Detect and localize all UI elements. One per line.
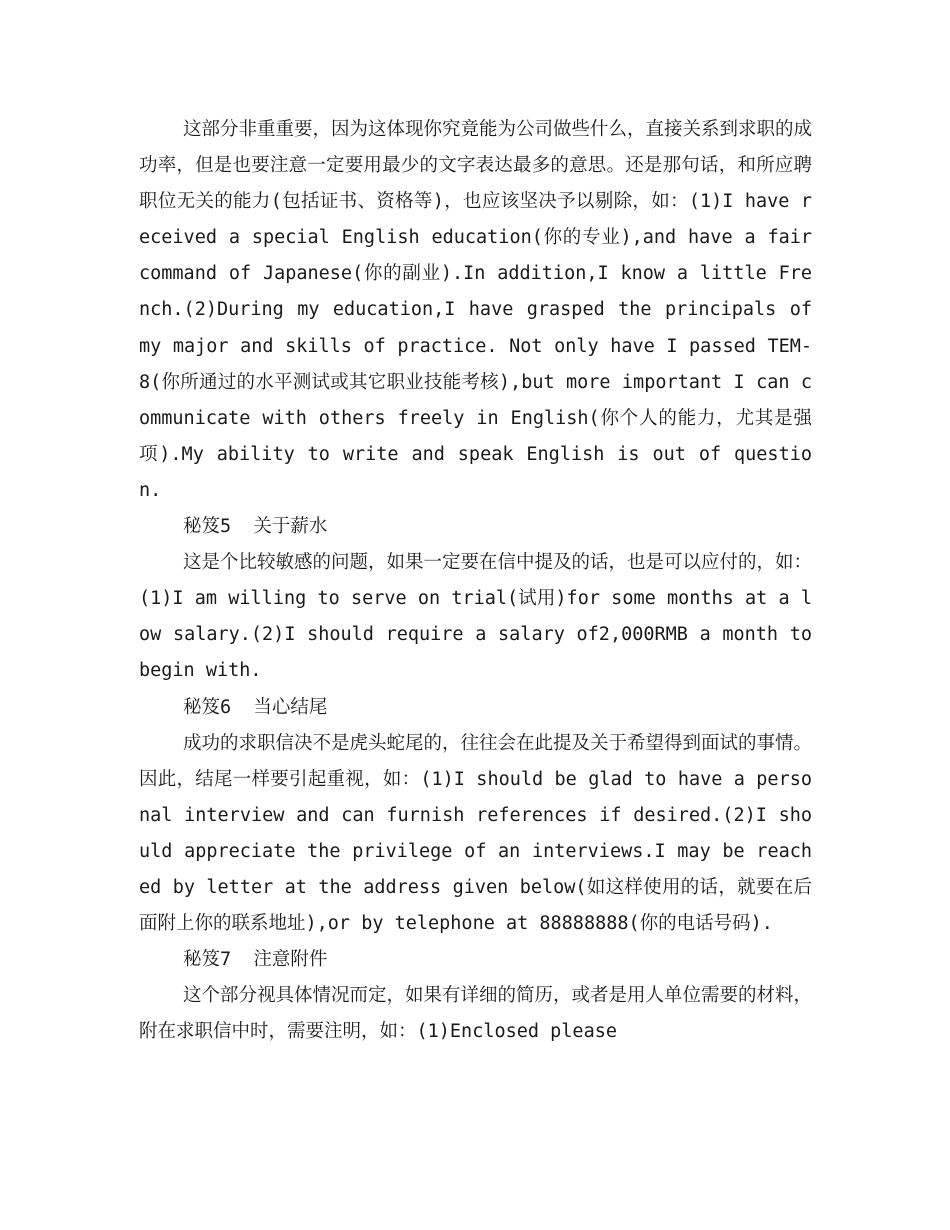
document-page	[139, 112, 812, 1050]
paragraph-salary: 这是个比较敏感的问题，如果一定要在信中提及的话，也是可以应付的，如：(1)I am willing to serve on trial(试用)for some months at a low salary.(2)I should require a salary of2,000RMB a month to begin with.	[139, 552, 813, 682]
heading-tip-6-ending: 秘笈6 当心结尾	[183, 696, 328, 718]
paragraph-abilities: 这部分非重重要，因为这体现你究竟能为公司做些什么，直接关系到求职的成功率，但是也要注意一定要用最少的文字表达最多的意思。还是那句话，和所应聘职位无关的能力(包括证书、资格等)，也应该坚决予以剔除，如：(1)I have received a special English education(你的专业),and have a fair command of Japanese(你的副业).In addition,I know a little French.(2)During my education,I have grasped the principals of my major and skills of practice. Not only have I passed TEM-8(你所通过的水平测试或其它职业技能考核),but more important I can communicate with others freely in English(你个人的能力，尤其是强项).My ability to write and speak English is out of question.	[139, 119, 813, 501]
paragraph-attachments: 这个部分视具体情况而定，如果有详细的简历，或者是用人单位需要的材料，附在求职信中时，需要注明，如：(1)Enclosed please	[139, 985, 813, 1043]
paragraph-ending: 成功的求职信决不是虎头蛇尾的，往往会在此提及关于希望得到面试的事情。因此，结尾一样要引起重视，如：(1)I should be glad to have a personal interview and can furnish references if desired.(2)I should appreciate the privilege of an interviews.I may be reached by letter at the address given below(如这样使用的话，就要在后面附上你的联系地址),or by telephone at 88888888(你的电话号码).	[139, 732, 813, 935]
heading-tip-7-attachments: 秘笈7 注意附件	[183, 949, 328, 971]
heading-tip-5-salary: 秘笈5 关于薪水	[183, 516, 328, 538]
